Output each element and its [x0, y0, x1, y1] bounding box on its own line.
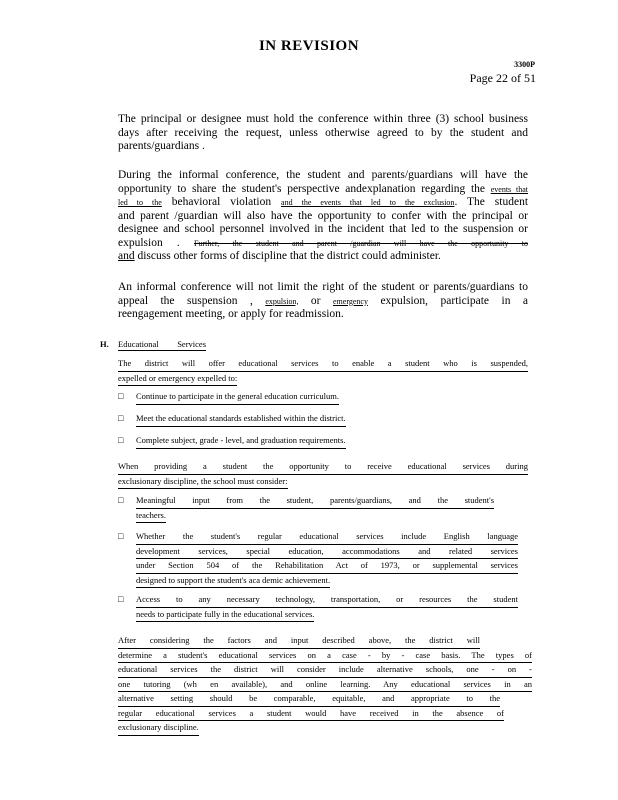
text-line: educational services the district will consider include alternative schools, one - on -	[118, 663, 532, 678]
checkbox-bullet-icon: □	[118, 413, 124, 423]
considerations-intro	[118, 460, 528, 489]
text-line: After considering the factors and input described above, the district will	[118, 634, 480, 649]
inserted-text: and the events that led to the exclusion	[281, 198, 455, 207]
text-line	[118, 183, 528, 197]
text-line: determine a student's educational services on a case - by - case basis. The types of	[118, 649, 532, 664]
text-line: Meaningful input from the student, parents/guardians, and the student's	[136, 494, 494, 509]
document-number: 3300P	[514, 60, 535, 69]
text-line: Complete subject, grade - level, and graduation requirements.	[136, 434, 346, 449]
list-item	[136, 530, 518, 588]
page-number: Page 22 of 51	[469, 71, 536, 85]
inserted-text: events that	[490, 184, 528, 194]
text-line: under Section 504 of the Rehabilitation Act of 1973, or supplemental services	[136, 559, 518, 574]
list-item	[136, 593, 518, 622]
text-line: designee and school personnel involved in the incident that led to the suspension or	[118, 223, 528, 235]
checkbox-bullet-icon: □	[118, 531, 124, 541]
text-line: exclusionary discipline, the school must consider:	[118, 475, 288, 490]
text-line: days after receiving the request, unless otherwise agreed to by the student and	[118, 126, 528, 139]
text-line: teachers.	[136, 509, 166, 524]
inserted-text: and	[118, 250, 135, 262]
text-line: The district will offer educational services to enable a student who is suspended,	[118, 357, 528, 372]
text-line: regular educational services a student would have received in the absence of	[118, 707, 504, 722]
list-item	[136, 412, 346, 427]
text-segment: behavioral violation	[171, 196, 272, 208]
text-line: expelled or emergency expelled to:	[118, 372, 237, 387]
section-intro	[118, 357, 528, 386]
text-line: An informal conference will not limit the right of the student or parents/guardians to	[118, 281, 528, 293]
deleted-text: Further, the student and parent /guardian will have the opportunity to	[194, 238, 528, 248]
text-line: and parent /guardian will also have the opportunity to confer with the principal or	[118, 209, 528, 222]
text-line: parents/guardians .	[118, 140, 205, 152]
paragraph-informal-conference	[118, 169, 528, 264]
text-segment: discuss other forms of discipline that the district could administer.	[137, 250, 441, 262]
text-segment: appeal the suspension ,	[118, 294, 253, 307]
checkbox-bullet-icon: □	[118, 435, 124, 445]
text-line: reengagement meeting, or apply for readmission.	[118, 308, 344, 320]
text-segment: or	[310, 294, 321, 307]
text-segment: opportunity to share the student's perspective andexplanation regarding the	[118, 182, 486, 195]
text-line: Access to any necessary technology, transportation, or resources the student	[136, 593, 518, 608]
text-line: one tutoring (wh en available), and online learning. Any educational services in an	[118, 678, 532, 693]
text-line	[118, 196, 528, 210]
inserted-text: emergency	[333, 296, 368, 306]
text-line	[118, 237, 528, 251]
checkbox-bullet-icon: □	[118, 594, 124, 604]
text-line: Continue to participate in the general education curriculum.	[136, 390, 339, 405]
text-line: designed to support the student's aca demic achievement.	[136, 574, 330, 589]
text-line: alternative setting should be comparable, equitable, and appropriate to the	[118, 692, 500, 707]
text-line: Whether the student's regular educational services include English language	[136, 530, 518, 545]
inserted-text: led to the	[118, 198, 162, 207]
section-title: Educational Services	[118, 339, 206, 349]
text-line: The principal or designee must hold the conference within three (3) school business	[118, 113, 528, 125]
text-line: During the informal conference, the student and parents/guardians will have the	[118, 169, 528, 181]
list-item	[136, 390, 339, 405]
inserted-text: expulsion,	[265, 296, 299, 306]
text-line	[118, 250, 528, 264]
checkbox-bullet-icon: □	[118, 495, 124, 505]
after-considering-paragraph	[118, 634, 532, 736]
text-line: When providing a student the opportunity to receive educational services during	[118, 460, 528, 475]
text-line: needs to participate fully in the educational services.	[136, 608, 314, 623]
text-segment: . The student	[454, 196, 529, 208]
list-item	[136, 494, 494, 523]
page-title: IN REVISION	[258, 38, 360, 54]
section-label: H.	[100, 339, 109, 349]
text-line: development services, special education, accommodations and related services	[136, 545, 518, 560]
text-segment: expulsion, participate in a	[380, 294, 529, 307]
text-line: exclusionary discipline.	[118, 721, 199, 736]
text-line	[118, 295, 528, 309]
list-item	[136, 434, 346, 449]
checkbox-bullet-icon: □	[118, 391, 124, 401]
paragraph-conference-timing	[118, 113, 528, 154]
text-line: Meet the educational standards established within the district.	[136, 412, 346, 427]
text-segment: expulsion .	[118, 236, 180, 249]
paragraph-appeal-rights	[118, 281, 528, 322]
